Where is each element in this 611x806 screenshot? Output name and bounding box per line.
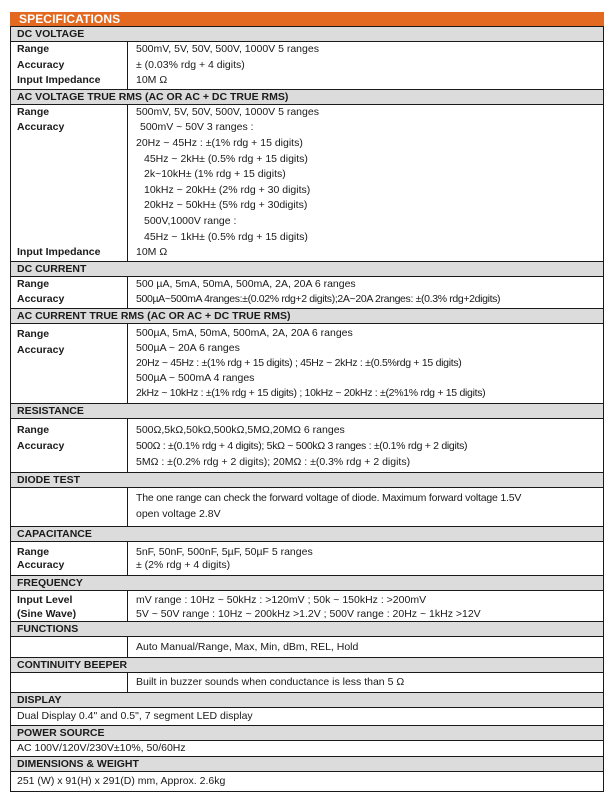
specifications-sheet [10, 12, 604, 792]
section-header-row [11, 89, 604, 104]
label-range: Range [17, 277, 50, 290]
value-line: ± (0.03% rdg + 4 digits) [136, 58, 245, 71]
spec-row [11, 772, 604, 792]
label-input-impedance: Input Impedance [17, 246, 101, 259]
value-line: 500mV, 5V, 50V, 500V, 1000V 5 ranges [136, 43, 319, 55]
section-dimensions-weight: DIMENSIONS & WEIGHT [11, 757, 604, 772]
label-input-level: Input Level [17, 594, 73, 607]
section-header-row [11, 757, 604, 772]
value-line: 45Hz ~ 2kH± (0.5% rdg + 15 digits) [144, 152, 308, 165]
value-line: 20Hz ~ 45Hz : ±(1% rdg + 15 digits) [136, 136, 303, 149]
section-ac-current: AC CURRENT TRUE RMS (AC OR AC + DC TRUE RMS) [11, 308, 604, 323]
section-display: DISPLAY [11, 693, 604, 708]
continuity-value: Built in buzzer sounds when conductance is less than 5 Ω [128, 673, 604, 693]
spec-labels [11, 637, 128, 658]
value-line: 10M Ω [136, 74, 168, 87]
display-value: Dual Display 0.4" and 0.5", 7 segment LED display [11, 708, 604, 726]
section-header-row [11, 27, 604, 42]
value-line: The one range can check the forward voltage of diode. Maximum forward voltage 1.5V [136, 491, 522, 504]
value-line: 500 µA, 5mA, 50mA, 500mA, 2A, 20A 6 ranges [136, 277, 356, 290]
section-header-row [11, 472, 604, 487]
section-header-row [11, 576, 604, 591]
spec-values [128, 542, 604, 576]
spec-labels [11, 323, 128, 403]
spec-values [128, 591, 604, 622]
spec-row [11, 542, 604, 576]
value-line: 500V,1000V range : [144, 214, 237, 227]
section-header-row [11, 403, 604, 418]
value-line: 500µA ~ 20A 6 ranges [136, 341, 240, 354]
value-line: 500Ω,5kΩ,50kΩ,500kΩ,5MΩ,20MΩ 6 ranges [136, 423, 345, 436]
spec-values [128, 418, 604, 472]
section-power-source: POWER SOURCE [11, 726, 604, 741]
spec-labels [11, 276, 128, 308]
spec-row [11, 708, 604, 726]
section-header-row [11, 726, 604, 741]
value-line: 500mV ~ 50V 3 ranges : [140, 121, 254, 134]
functions-value: Auto Manual/Range, Max, Min, dBm, REL, Hold [128, 637, 604, 658]
section-ac-voltage: AC VOLTAGE TRUE RMS (AC OR AC + DC TRUE RMS) [11, 89, 604, 104]
section-header-row [11, 527, 604, 542]
section-diode-test: DIODE TEST [11, 472, 604, 487]
spec-labels [11, 418, 128, 472]
power-value: AC 100V/120V/230V±10%, 50/60Hz [11, 741, 604, 757]
spec-values [128, 323, 604, 403]
section-dc-current: DC CURRENT [11, 261, 604, 276]
spec-row [11, 487, 604, 526]
value-line: 500mV, 5V, 50V, 500V, 1000V 5 ranges [136, 105, 319, 118]
section-header-row [11, 658, 604, 673]
value-line: 20kHz ~ 50kH± (5% rdg + 30digits) [144, 199, 308, 212]
spec-row [11, 591, 604, 622]
label-accuracy: Accuracy [17, 343, 65, 356]
section-header-row [11, 261, 604, 276]
label-accuracy: Accuracy [17, 121, 65, 134]
value-line: 5V ~ 50V range : 10Hz ~ 200kHz >1.2V ; 500V range : 20Hz ~ 1kHz >12V [136, 608, 481, 621]
label-range: Range [17, 43, 50, 55]
spec-row [11, 418, 604, 472]
section-functions: FUNCTIONS [11, 622, 604, 637]
value-line: 5MΩ : ±(0.2% rdg + 2 digits); 20MΩ : ±(0.3% rdg + 2 digits) [136, 455, 411, 468]
label-range: Range [17, 423, 50, 436]
value-line: 2kHz ~ 10kHz : ±(1% rdg + 15 digits) ; 10kHz ~ 20kHz : ±(2%1% rdg + 15 digits) [136, 386, 486, 399]
value-line: 2k~10kH± (1% rdg + 15 digits) [144, 168, 286, 181]
label-range: Range [17, 546, 50, 559]
label-sine-wave: (Sine Wave) [17, 608, 77, 621]
label-accuracy: Accuracy [17, 439, 65, 452]
section-header-row [11, 308, 604, 323]
spec-row [11, 637, 604, 658]
section-dc-voltage: DC VOLTAGE [11, 27, 604, 42]
label-accuracy: Accuracy [17, 559, 65, 572]
value-line: mV range : 10Hz ~ 50kHz : >120mV ; 50k ~ 150kHz : >200mV [136, 594, 427, 607]
spec-labels [11, 591, 128, 622]
spec-row [11, 673, 604, 693]
spec-labels [11, 487, 128, 526]
spec-labels [11, 673, 128, 693]
label-range: Range [17, 327, 50, 340]
value-line: 45Hz ~ 1kH± (0.5% rdg + 15 digits) [144, 230, 308, 243]
spec-labels [11, 542, 128, 576]
value-line: 500µA~500mA 4ranges:±(0.02% rdg+2 digits);2A~20A 2ranges: ±(0.3% rdg+2digits) [136, 293, 501, 306]
spec-row [11, 42, 604, 90]
spec-values [128, 104, 604, 261]
value-line: ± (2% rdg + 4 digits) [136, 559, 231, 572]
value-line: 5nF, 50nF, 500nF, 5µF, 50µF 5 ranges [136, 546, 313, 559]
label-accuracy: Accuracy [17, 58, 65, 71]
spec-labels [11, 104, 128, 261]
value-line: 10M Ω [136, 246, 168, 259]
spec-row [11, 276, 604, 308]
spec-values [128, 276, 604, 308]
specifications-table [10, 26, 604, 792]
section-header-row [11, 693, 604, 708]
specifications-title: SPECIFICATIONS [10, 12, 604, 26]
spec-labels [11, 42, 128, 90]
section-header-row [11, 622, 604, 637]
value-line: 20Hz ~ 45Hz : ±(1% rdg + 15 digits) ; 45Hz ~ 2kHz : ±(0.5%rdg + 15 digits) [136, 356, 462, 369]
label-accuracy: Accuracy [17, 293, 65, 306]
spec-row [11, 323, 604, 403]
value-line: 500µA ~ 500mA 4 ranges [136, 371, 255, 384]
section-continuity-beeper: CONTINUITY BEEPER [11, 658, 604, 673]
section-capacitance: CAPACITANCE [11, 527, 604, 542]
spec-values [128, 42, 604, 90]
value-line: open voltage 2.8V [136, 507, 221, 520]
value-line: 10kHz ~ 20kH± (2% rdg + 30 digits) [144, 183, 311, 196]
section-resistance: RESISTANCE [11, 403, 604, 418]
section-frequency: FREQUENCY [11, 576, 604, 591]
value-line: 500µA, 5mA, 50mA, 500mA, 2A, 20A 6 ranges [136, 326, 353, 339]
spec-values [128, 487, 604, 526]
spec-row [11, 104, 604, 261]
label-range: Range [17, 105, 50, 118]
value-line: 500Ω : ±(0.1% rdg + 4 digits); 5kΩ ~ 500kΩ 3 ranges : ±(0.1% rdg + 2 digits) [136, 439, 468, 452]
dimensions-value: 251 (W) x 91(H) x 291(D) mm, Approx. 2.6kg [11, 772, 604, 792]
spec-row [11, 741, 604, 757]
label-input-impedance: Input Impedance [17, 74, 101, 87]
